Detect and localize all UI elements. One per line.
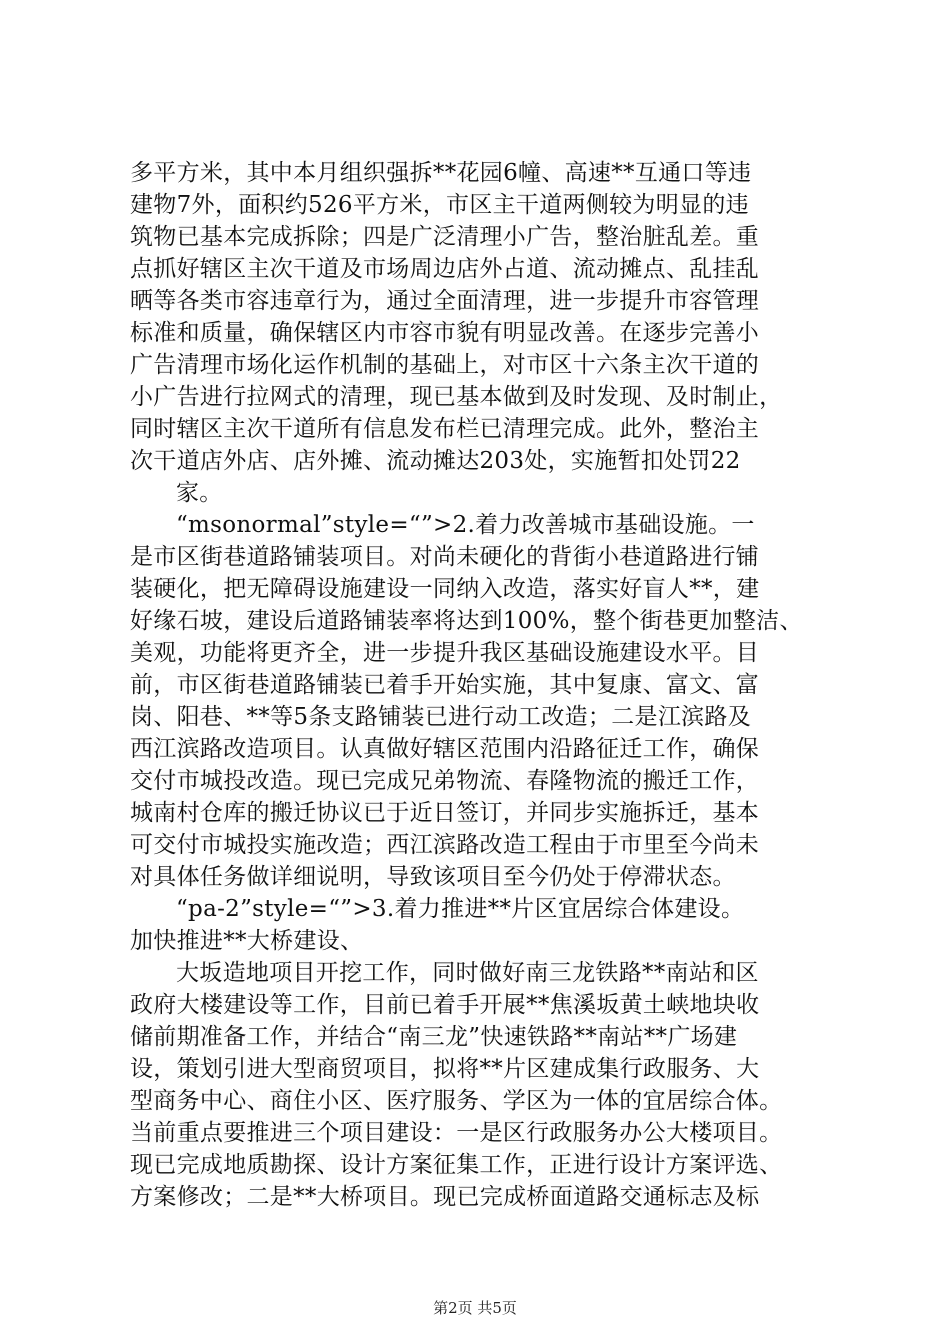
text-line: 装硬化，把无障碍设施建设一同纳入改造，落实好盲人**，建 xyxy=(130,576,760,602)
text-line: 西江滨路改造项目。认真做好辖区范围内沿路征迁工作，确保 xyxy=(130,736,760,762)
text-line: 岗、阳巷、**等5条支路铺装已进行动工改造；二是江滨路及 xyxy=(130,704,752,730)
text-line: 家。 xyxy=(176,480,223,506)
text-line: 标准和质量，确保辖区内市容市貌有明显改善。在逐步完善小 xyxy=(130,320,760,346)
text-line: 方案修改；二是**大桥项目。现已完成桥面道路交通标志及标 xyxy=(130,1184,760,1210)
text-line: 小广告进行拉网式的清理，现已基本做到及时发现、及时制止， xyxy=(130,384,783,410)
text-line: 当前重点要推进三个项目建设：一是区行政服务办公大楼项目。 xyxy=(130,1120,783,1146)
text-line: “pa-2”style=“”>3.着力推进**片区宜居综合体建设。 xyxy=(176,896,745,922)
text-line: 设，策划引进大型商贸项目，拟将**片区建成集行政服务、大 xyxy=(130,1056,760,1082)
text-line: 美观，功能将更齐全，进一步提升我区基础设施建设水平。目 xyxy=(130,640,760,666)
text-line: 晒等各类市容违章行为，通过全面清理，进一步提升市容管理 xyxy=(130,288,760,314)
text-line: 好缘石坡，建设后道路铺装率将达到100%，整个街巷更加整洁、 xyxy=(130,608,803,634)
text-line: 点抓好辖区主次干道及市场周边店外占道、流动摊点、乱挂乱 xyxy=(130,256,760,282)
text-line: 是市区街巷道路铺装项目。对尚未硬化的背街小巷道路进行铺 xyxy=(130,544,760,570)
text-line: 交付市城投改造。现已完成兄弟物流、春隆物流的搬迁工作， xyxy=(130,768,760,794)
text-line: 政府大楼建设等工作，目前已着手开展**焦溪坂黄土峡地块收 xyxy=(130,992,760,1018)
text-line: 加快推进**大桥建设、 xyxy=(130,928,364,954)
text-line: 广告清理市场化运作机制的基础上，对市区十六条主次干道的 xyxy=(130,352,760,378)
text-line: 大坂造地项目开挖工作，同时做好南三龙铁路**南站和区 xyxy=(176,960,759,986)
text-line: 城南村仓库的搬迁协议已于近日签订，并同步实施拆迁，基本 xyxy=(130,800,760,826)
text-line: 对具体任务做详细说明，导致该项目至今仍处于停滞状态。 xyxy=(130,864,736,890)
text-line: “msonormal”style=“”>2.着力改善城市基础设施。一 xyxy=(176,512,755,538)
text-line: 前，市区街巷道路铺装已着手开始实施，其中复康、富文、富 xyxy=(130,672,760,698)
text-line: 储前期准备工作，并结合“南三龙”快速铁路**南站**广场建 xyxy=(130,1024,738,1050)
text-line: 现已完成地质勘探、设计方案征集工作，正进行设计方案评选、 xyxy=(130,1152,783,1178)
text-line: 次干道店外店、店外摊、流动摊达203处，实施暂扣处罚22 xyxy=(130,448,741,474)
text-line: 可交付市城投实施改造；西江滨路改造工程由于市里至今尚未 xyxy=(130,832,760,858)
text-line: 型商务中心、商住小区、医疗服务、学区为一体的宜居综合体。 xyxy=(130,1088,783,1114)
document-body xyxy=(130,157,830,1213)
text-line: 建物7外，面积约526平方米，市区主干道两侧较为明显的违 xyxy=(130,192,749,218)
text-line: 多平方米，其中本月组织强拆**花园6幢、高速**互通口等违 xyxy=(130,160,752,186)
text-line: 筑物已基本完成拆除；四是广泛清理小广告，整治脏乱差。重 xyxy=(130,224,760,250)
page-footer: 第2页 共5页 xyxy=(433,1299,517,1317)
text-line: 同时辖区主次干道所有信息发布栏已清理完成。此外，整治主 xyxy=(130,416,760,442)
